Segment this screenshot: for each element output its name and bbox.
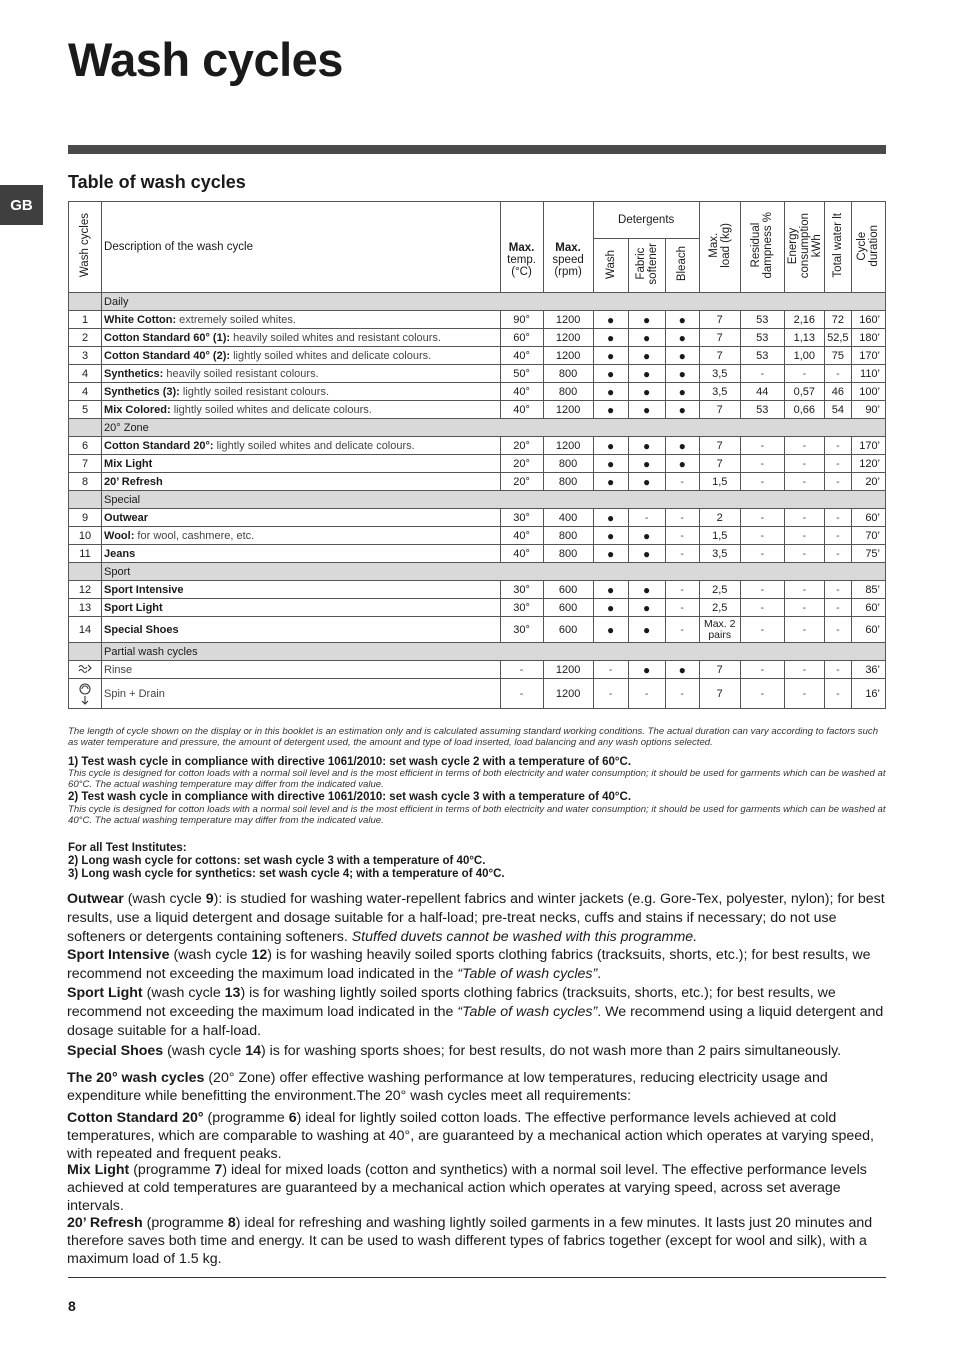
cell-water: - — [824, 679, 851, 709]
cell-water: - — [824, 455, 851, 473]
cell-load: 7 — [699, 437, 740, 455]
cell-softener: ● — [628, 437, 665, 455]
cell-bleach: - — [665, 473, 699, 491]
header-wash-cycles: Wash cycles — [69, 202, 102, 293]
header-wash: Wash — [593, 239, 628, 293]
cycle-name: Cotton Standard 20°: — [104, 439, 214, 452]
cell-wash: ● — [593, 401, 628, 419]
cell-bleach: ● — [665, 437, 699, 455]
cell-dampness: - — [740, 661, 784, 679]
institutes-heading: For all Test Institutes: — [68, 842, 187, 854]
cycle-number: 9 — [69, 509, 102, 527]
cell-water: - — [824, 617, 851, 643]
cell-duration: 170’ — [851, 437, 885, 455]
cell-dampness: - — [740, 581, 784, 599]
cycle-name: Mix Light — [104, 457, 153, 470]
sport-light-paragraph: Sport Light (wash cycle 13) is for washing lightly soiled sports clothing fabrics (tracksuits, shorts, etc.); for best results, we recommend not exceeding the maximum load indicated in the “Table of wash cycles”. We recommend using a liquid detergent and dosage suitable for a half-load. — [67, 985, 884, 1039]
cell-dampness: - — [740, 509, 784, 527]
group-header — [69, 563, 886, 581]
cell-energy: - — [784, 661, 824, 679]
cell-temp: 40° — [500, 527, 543, 545]
cycle-description — [102, 383, 500, 401]
cell-speed: 600 — [543, 581, 593, 599]
cell-bleach: - — [665, 509, 699, 527]
table-body — [69, 293, 886, 709]
cell-softener: ● — [628, 527, 665, 545]
footnote-1-body: This cycle is designed for cotton loads with a normal soil level and is the most efficient in terms of both electricity and water consumption; it should be used for garments which can be washed at 60°C. The actual washing temperature may differ from the indicated value. — [68, 768, 886, 790]
cell-energy: 0,66 — [784, 401, 824, 419]
cell-temp: 30° — [500, 509, 543, 527]
cycle-number: 12 — [69, 581, 102, 599]
cell-softener: ● — [628, 383, 665, 401]
sport-intensive-paragraph: Sport Intensive (wash cycle 12) is for washing heavily soiled sports clothing fabrics (tracksuits, shorts, etc.); for best results, we recommend not exceeding the maximum load indicated in the “Table of wash cycles”. — [67, 947, 871, 982]
cell-softener: ● — [628, 329, 665, 347]
cell-duration: 36’ — [851, 661, 885, 679]
cell-load: 7 — [699, 401, 740, 419]
table-row — [69, 617, 886, 643]
header-max-temp: Max. temp. (°C) — [500, 202, 543, 293]
cell-wash: ● — [593, 347, 628, 365]
cell-load: 2,5 — [699, 599, 740, 617]
cell-load: Max. 2 pairs — [699, 617, 740, 643]
cell-wash: ● — [593, 365, 628, 383]
cell-temp: 40° — [500, 401, 543, 419]
cell-bleach: ● — [665, 365, 699, 383]
cell-dampness: - — [740, 599, 784, 617]
cycle-number: 4 — [69, 365, 102, 383]
cycle-name: Special Shoes — [104, 623, 179, 636]
cell-duration: 160’ — [851, 311, 885, 329]
group-name: Special — [102, 491, 886, 509]
cell-bleach: - — [665, 679, 699, 709]
cell-softener: ● — [628, 365, 665, 383]
cell-wash: ● — [593, 545, 628, 563]
table-row — [69, 599, 886, 617]
cycle-detail: extremely soiled whites. — [176, 313, 296, 326]
group-name: Sport — [102, 563, 886, 581]
cell-temp: 40° — [500, 347, 543, 365]
table-row — [69, 311, 886, 329]
cycle-name: Sport Light — [104, 601, 163, 614]
cell-water: - — [824, 599, 851, 617]
cell-temp: 60° — [500, 329, 543, 347]
table-row — [69, 509, 886, 527]
cycle-number: 5 — [69, 401, 102, 419]
cell-wash: ● — [593, 455, 628, 473]
rinse-icon — [69, 661, 102, 679]
group-spacer — [69, 491, 102, 509]
cell-speed: 1200 — [543, 437, 593, 455]
header-residual-dampness: Residual dampness % — [740, 202, 784, 293]
cell-temp: 30° — [500, 581, 543, 599]
cycle-description — [102, 679, 500, 709]
group-header — [69, 293, 886, 311]
cell-energy: - — [784, 581, 824, 599]
cell-wash: - — [593, 661, 628, 679]
cycle-detail: lightly soiled whites and delicate colours. — [170, 403, 372, 416]
cell-speed: 1200 — [543, 661, 593, 679]
cycle-description — [102, 437, 500, 455]
cycle-number: 3 — [69, 347, 102, 365]
cell-temp: 20° — [500, 437, 543, 455]
cell-water: - — [824, 509, 851, 527]
table-row — [69, 545, 886, 563]
cell-bleach: ● — [665, 383, 699, 401]
cell-wash: ● — [593, 509, 628, 527]
cycle-name: Mix Colored: — [104, 403, 171, 416]
group-name: Daily — [102, 293, 886, 311]
cell-load: 7 — [699, 347, 740, 365]
cell-dampness: 53 — [740, 311, 784, 329]
cycle-description — [102, 617, 500, 643]
cell-softener: ● — [628, 455, 665, 473]
cycle-description — [102, 473, 500, 491]
cycle-number: 10 — [69, 527, 102, 545]
cell-load: 3,5 — [699, 365, 740, 383]
group-header — [69, 643, 886, 661]
cell-wash: ● — [593, 383, 628, 401]
cycle-number: 8 — [69, 473, 102, 491]
cycle-name: White Cotton: — [104, 313, 177, 326]
cycle-description — [102, 365, 500, 383]
cell-load: 7 — [699, 679, 740, 709]
header-max-speed: Max. speed (rpm) — [543, 202, 593, 293]
cell-duration: 170’ — [851, 347, 885, 365]
cell-speed: 1200 — [543, 329, 593, 347]
cell-load: 1,5 — [699, 473, 740, 491]
cycle-detail: Spin + Drain — [104, 687, 165, 700]
cell-dampness: 53 — [740, 401, 784, 419]
header-total-water: Total water lt — [824, 202, 851, 293]
section-title: Table of wash cycles — [68, 172, 246, 192]
cell-speed: 600 — [543, 599, 593, 617]
group-spacer — [69, 419, 102, 437]
cell-softener: ● — [628, 617, 665, 643]
cycle-description — [102, 347, 500, 365]
wash-cycles-table — [68, 201, 886, 709]
cell-softener: - — [628, 509, 665, 527]
cycle-description — [102, 527, 500, 545]
cell-load: 7 — [699, 311, 740, 329]
refresh-paragraph: 20’ Refresh (programme 8) ideal for refreshing and washing lightly soiled garments in a few minutes. It lasts just 20 minutes and therefore saves both time and energy. It can be used to wash different types of fabrics together (except for wool and silk), with a maximum load of 1.5 kg. — [67, 1215, 873, 1267]
institutes-note-2: 2) Long wash cycle for cottons: set wash cycle 3 with a temperature of 40°C. — [68, 855, 486, 867]
cell-energy: - — [784, 679, 824, 709]
cell-water: 75 — [824, 347, 851, 365]
cycle-name: Jeans — [104, 547, 136, 560]
cell-dampness: - — [740, 365, 784, 383]
page-number: 8 — [68, 1298, 76, 1314]
cell-duration: 180’ — [851, 329, 885, 347]
cycle-description — [102, 329, 500, 347]
cell-water: - — [824, 437, 851, 455]
cell-wash: ● — [593, 617, 628, 643]
cell-dampness: 53 — [740, 329, 784, 347]
cycle-number: 14 — [69, 617, 102, 643]
header-energy: Energy consumption kWh — [784, 202, 824, 293]
cell-temp: 30° — [500, 617, 543, 643]
special-shoes-paragraph: Special Shoes (wash cycle 14) is for washing sports shoes; for best results, do not wash more than 2 pairs simultaneously. — [67, 1043, 842, 1059]
cell-dampness: - — [740, 437, 784, 455]
header-detergents: Detergents — [593, 202, 699, 239]
cell-duration: 60’ — [851, 509, 885, 527]
cell-duration: 16’ — [851, 679, 885, 709]
cell-duration: 110’ — [851, 365, 885, 383]
cell-speed: 800 — [543, 365, 593, 383]
table-row — [69, 437, 886, 455]
cycle-description — [102, 311, 500, 329]
cell-softener: ● — [628, 661, 665, 679]
cycle-name: Sport Intensive — [104, 583, 184, 596]
cell-speed: 400 — [543, 509, 593, 527]
table-row — [69, 473, 886, 491]
cell-speed: 800 — [543, 545, 593, 563]
cell-speed: 1200 — [543, 311, 593, 329]
cell-duration: 75’ — [851, 545, 885, 563]
cell-duration: 60’ — [851, 617, 885, 643]
table-row — [69, 661, 886, 679]
cycle-number: 6 — [69, 437, 102, 455]
cell-load: 3,5 — [699, 383, 740, 401]
table-row — [69, 365, 886, 383]
cell-dampness: - — [740, 617, 784, 643]
cycle-detail: Rinse — [104, 663, 133, 676]
group-name: 20° Zone — [102, 419, 886, 437]
cell-speed: 800 — [543, 473, 593, 491]
group-name: Partial wash cycles — [102, 643, 886, 661]
header-fabric-softener: Fabric softener — [628, 239, 665, 293]
cell-load: 1,5 — [699, 527, 740, 545]
cell-water: - — [824, 581, 851, 599]
header-divider — [68, 145, 886, 154]
cycle-detail: lightly soiled whites and delicate colours. — [230, 349, 432, 362]
group-header — [69, 419, 886, 437]
footnote-1-heading: 1) Test wash cycle in compliance with directive 1061/2010: set wash cycle 2 with a temperature of 60°C. — [68, 756, 632, 768]
cell-wash: ● — [593, 437, 628, 455]
cell-energy: 1,00 — [784, 347, 824, 365]
cycle-detail: for wool, cashmere, etc. — [134, 529, 255, 542]
cell-softener: ● — [628, 347, 665, 365]
cycle-number: 1 — [69, 311, 102, 329]
cell-duration: 90’ — [851, 401, 885, 419]
cell-speed: 800 — [543, 527, 593, 545]
footnote-2-heading: 2) Test wash cycle in compliance with directive 1061/2010: set wash cycle 3 with a temperature of 40°C. — [68, 791, 632, 803]
cell-softener: ● — [628, 581, 665, 599]
cell-temp: 40° — [500, 545, 543, 563]
cell-load: 2 — [699, 509, 740, 527]
cell-bleach: - — [665, 527, 699, 545]
twenty-cycles-paragraph: The 20° wash cycles (20° Zone) offer effective washing performance at low temperatures, reducing electricity usage and expenditure while benefitting the environment.The 20° wash cycles meet all requirements: — [67, 1070, 828, 1104]
cell-duration: 120’ — [851, 455, 885, 473]
cell-duration: 85’ — [851, 581, 885, 599]
cell-energy: - — [784, 599, 824, 617]
cell-speed: 1200 — [543, 347, 593, 365]
cell-load: 7 — [699, 455, 740, 473]
cell-energy: 0,57 — [784, 383, 824, 401]
cell-dampness: 44 — [740, 383, 784, 401]
header-max-load: Max. load (kg) — [699, 202, 740, 293]
cell-energy: - — [784, 527, 824, 545]
cycle-description — [102, 509, 500, 527]
cell-bleach: - — [665, 617, 699, 643]
cell-speed: 600 — [543, 617, 593, 643]
cell-speed: 1200 — [543, 401, 593, 419]
cycle-detail: lightly soiled whites and delicate colours. — [213, 439, 415, 452]
cell-energy: - — [784, 509, 824, 527]
cell-wash: ● — [593, 527, 628, 545]
cell-temp: - — [500, 661, 543, 679]
cell-softener: ● — [628, 473, 665, 491]
cell-bleach: ● — [665, 347, 699, 365]
footer-divider — [68, 1277, 886, 1278]
outwear-paragraph: Outwear (wash cycle 9): is studied for washing water-repellent fabrics and winter jackets (e.g. Gore-Tex, polyester, nylon); for best results, use a liquid detergent and dosage suitable for a half-load; pre-treat necks, cuffs and stains if necessary; do not use softeners or detergents containing softeners. Stuffed duvets cannot be washed with this programme. — [67, 891, 885, 945]
cell-water: 46 — [824, 383, 851, 401]
cycle-number: 13 — [69, 599, 102, 617]
cycle-name: Wool: — [104, 529, 135, 542]
cell-water: - — [824, 527, 851, 545]
institutes-note-3: 3) Long wash cycle for synthetics: set wash cycle 4; with a temperature of 40°C. — [68, 868, 505, 880]
cell-temp: 90° — [500, 311, 543, 329]
group-spacer — [69, 563, 102, 581]
cell-duration: 100’ — [851, 383, 885, 401]
table-row — [69, 401, 886, 419]
cell-water: - — [824, 365, 851, 383]
cycle-name: Cotton Standard 60° (1): — [104, 331, 231, 344]
cell-energy: - — [784, 437, 824, 455]
cycle-name: Synthetics (3): — [104, 385, 180, 398]
cell-water: 54 — [824, 401, 851, 419]
cell-load: 2,5 — [699, 581, 740, 599]
header-bleach: Bleach — [665, 239, 699, 293]
cell-bleach: - — [665, 599, 699, 617]
cell-water: - — [824, 661, 851, 679]
cell-dampness: 53 — [740, 347, 784, 365]
cycle-name: Synthetics: — [104, 367, 164, 380]
cell-water: - — [824, 545, 851, 563]
cell-temp: 30° — [500, 599, 543, 617]
cycle-number: 4 — [69, 383, 102, 401]
cell-wash: ● — [593, 473, 628, 491]
table-row — [69, 383, 886, 401]
cell-water: - — [824, 473, 851, 491]
header-cycle-duration: Cycle duration — [851, 202, 885, 293]
cell-bleach: - — [665, 545, 699, 563]
table-row — [69, 679, 886, 709]
cycle-description — [102, 545, 500, 563]
cell-wash: ● — [593, 329, 628, 347]
group-spacer — [69, 293, 102, 311]
cell-wash: ● — [593, 311, 628, 329]
cycle-number: 2 — [69, 329, 102, 347]
duration-note: The length of cycle shown on the display or in this booklet is an estimation only and is calculated assuming standard working conditions. The actual duration can vary according to factors such as water temperature and pressure, the amount of detergent used, the amount and type of load inserted, load balancing and any wash options selected. — [68, 726, 879, 748]
cell-water: 72 — [824, 311, 851, 329]
cycle-name: Outwear — [104, 511, 149, 524]
cell-duration: 20’ — [851, 473, 885, 491]
cycle-description — [102, 455, 500, 473]
cell-duration: 70’ — [851, 527, 885, 545]
cell-bleach: ● — [665, 455, 699, 473]
cell-wash: - — [593, 679, 628, 709]
cell-energy: - — [784, 455, 824, 473]
cell-softener: ● — [628, 545, 665, 563]
cell-duration: 60’ — [851, 599, 885, 617]
cell-softener: - — [628, 679, 665, 709]
cycle-number: 11 — [69, 545, 102, 563]
test-institutes-notes — [68, 842, 888, 881]
group-spacer — [69, 643, 102, 661]
table-row — [69, 581, 886, 599]
cell-energy: 2,16 — [784, 311, 824, 329]
cell-temp: 20° — [500, 455, 543, 473]
cell-speed: 800 — [543, 383, 593, 401]
cell-temp: 20° — [500, 473, 543, 491]
cycle-description — [102, 661, 500, 679]
cycle-name: 20’ Refresh — [104, 475, 163, 488]
page-title: Wash cycles — [68, 33, 343, 86]
language-tab: GB — [0, 185, 43, 225]
cell-load: 7 — [699, 661, 740, 679]
cell-energy: - — [784, 545, 824, 563]
cell-bleach: ● — [665, 661, 699, 679]
cell-energy: 1,13 — [784, 329, 824, 347]
cell-energy: - — [784, 365, 824, 383]
header-description: Description of the wash cycle — [102, 202, 500, 293]
cell-softener: ● — [628, 311, 665, 329]
table-row — [69, 347, 886, 365]
cell-energy: - — [784, 617, 824, 643]
cycle-name: Cotton Standard 40° (2): — [104, 349, 231, 362]
cell-bleach: ● — [665, 401, 699, 419]
table-row — [69, 329, 886, 347]
cell-temp: 40° — [500, 383, 543, 401]
cell-dampness: - — [740, 527, 784, 545]
table-row — [69, 455, 886, 473]
spin-drain-icon — [69, 679, 102, 709]
cell-dampness: - — [740, 473, 784, 491]
cell-temp: 50° — [500, 365, 543, 383]
cycle-detail: heavily soiled resistant colours. — [163, 367, 319, 380]
cell-energy: - — [784, 473, 824, 491]
cotton-standard-20-paragraph: Cotton Standard 20° (programme 6) ideal for lightly soiled cotton loads. The effective performance levels achieved at cold temperatures, which are comparable to washing at 40°, are guaranteed by a mechanical action which operates at varying speed, with repeated and frequent peaks. — [67, 1110, 874, 1162]
cell-bleach: ● — [665, 311, 699, 329]
cell-dampness: - — [740, 545, 784, 563]
cell-load: 7 — [699, 329, 740, 347]
cell-softener: ● — [628, 401, 665, 419]
cell-temp: - — [500, 679, 543, 709]
footnote-2-body: This cycle is designed for cotton loads with a normal soil level and is the most efficient in terms of both electricity and water consumption; it should be used for garments which can be washed at 40°C. The actual washing temperature may differ from the indicated value. — [68, 804, 886, 826]
cell-bleach: - — [665, 581, 699, 599]
table-row — [69, 527, 886, 545]
cell-wash: ● — [593, 599, 628, 617]
cycle-detail: heavily soiled whites and resistant colours. — [230, 331, 441, 344]
cell-wash: ● — [593, 581, 628, 599]
mix-light-paragraph: Mix Light (programme 7) ideal for mixed loads (cotton and synthetics) with a normal soil level. The effective performance levels achieved at cold temperatures are guaranteed by a mechanical action which operates at varying speed, across set average intervals. — [67, 1162, 867, 1214]
cycle-detail: lightly soiled resistant colours. — [179, 385, 330, 398]
cell-dampness: - — [740, 455, 784, 473]
cell-water: 52,5 — [824, 329, 851, 347]
cell-load: 3,5 — [699, 545, 740, 563]
cycle-description — [102, 599, 500, 617]
cell-speed: 1200 — [543, 679, 593, 709]
cell-dampness: - — [740, 679, 784, 709]
cycle-number: 7 — [69, 455, 102, 473]
cell-bleach: ● — [665, 329, 699, 347]
cycle-description — [102, 581, 500, 599]
cell-speed: 800 — [543, 455, 593, 473]
cell-softener: ● — [628, 599, 665, 617]
cycle-description — [102, 401, 500, 419]
group-header — [69, 491, 886, 509]
